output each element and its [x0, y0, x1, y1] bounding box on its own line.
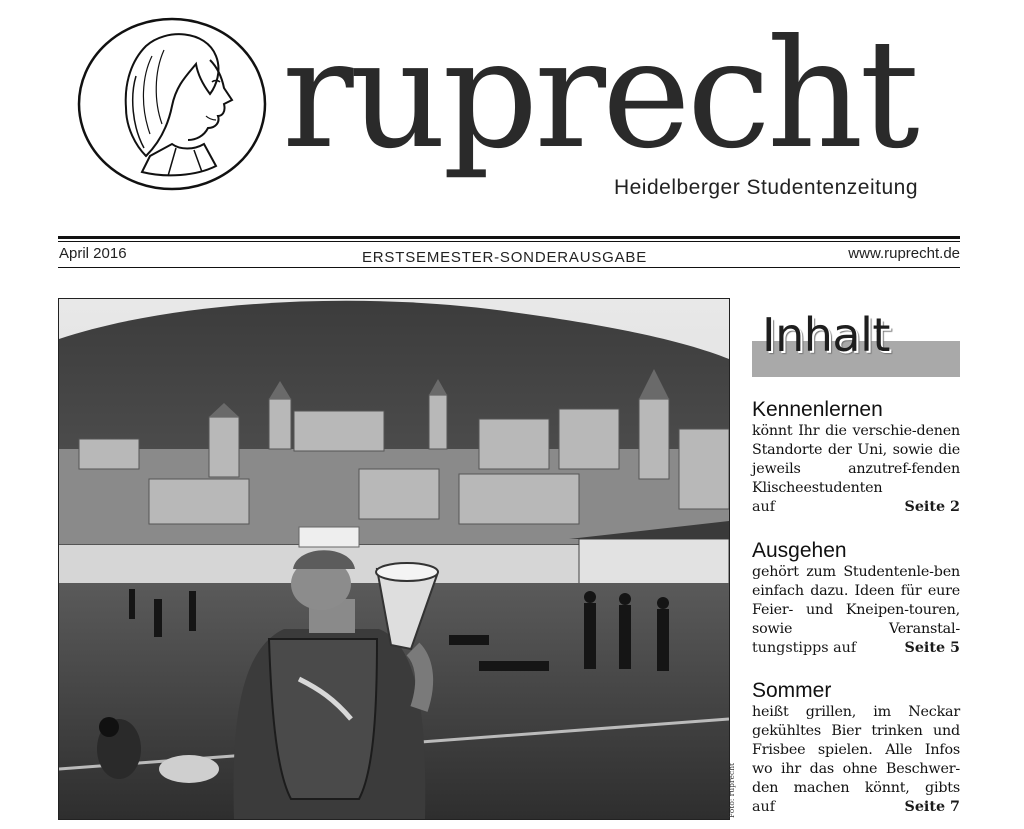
contents-entry-sommer[interactable] [752, 679, 960, 817]
entry-text: gehört zum Studentenle-ben einfach dazu. Ideen für eure Feier- und Kneipen-touren, sowie Veranstal- [752, 564, 960, 637]
entry-page-ref[interactable]: Seite 7 [904, 799, 960, 815]
entry-tail: tungstipps auf [752, 640, 857, 656]
entry-title: Sommer [752, 679, 832, 702]
contents-entry-ausgehen[interactable] [752, 539, 960, 658]
contents-heading: Inhalt [762, 308, 890, 362]
entry-page-line [752, 798, 960, 817]
entry-page-ref[interactable]: Seite 5 [904, 640, 960, 656]
entry-tail: auf [752, 499, 776, 515]
entry-page-line [752, 498, 960, 517]
entry-text: könnt Ihr die verschie-denen Standorte der Uni, sowie die jeweils anzutref-fenden Klischeestudenten [752, 423, 960, 496]
cover-photo [58, 298, 730, 820]
newspaper-title: ruprecht [282, 8, 916, 182]
dateline-rule [58, 267, 960, 268]
entry-title: Kennenlernen [752, 398, 883, 421]
edition-label: ERSTSEMESTER-SONDERAUSGABE [362, 249, 648, 266]
entry-page-line [752, 639, 960, 658]
masthead-rule-thin [58, 241, 960, 242]
photo-credit: Foto: ruprecht [727, 762, 736, 818]
newspaper-subtitle: Heidelberger Studentenzeitung [613, 176, 918, 199]
website-link[interactable]: www.ruprecht.de [848, 245, 960, 262]
entry-text: heißt grillen, im Neckar gekühltes Bier trinken und Frisbee spielen. Alle Infos wo ihr das ohne Beschwer-den machen könnt, gibts [752, 704, 960, 796]
masthead-rule [58, 236, 960, 239]
entry-page-ref[interactable]: Seite 2 [904, 499, 960, 515]
contents-entry-kennenlernen[interactable] [752, 398, 960, 517]
entry-tail: auf [752, 799, 776, 815]
issue-date: April 2016 [59, 245, 127, 262]
founder-portrait-logo [76, 16, 268, 192]
entry-title: Ausgehen [752, 539, 847, 562]
